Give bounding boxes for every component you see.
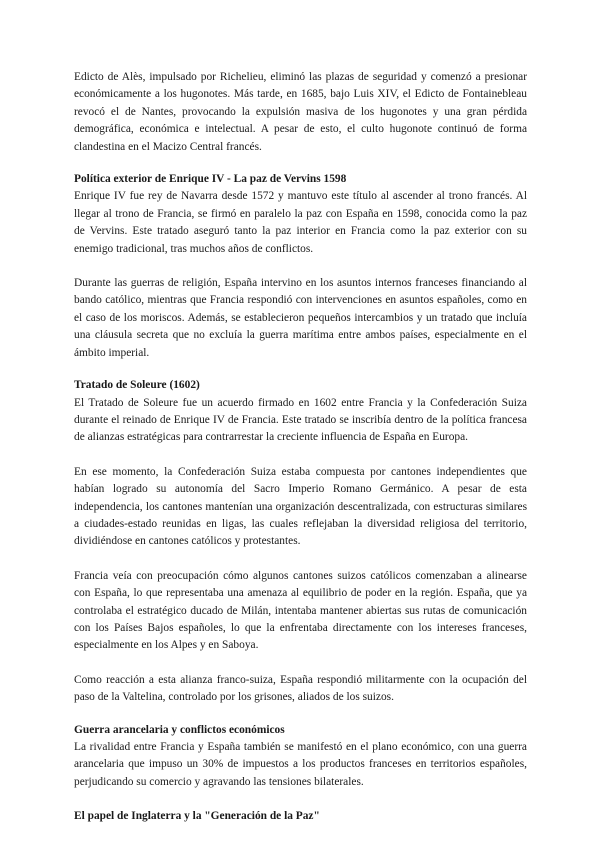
soleure-paragraph-1: El Tratado de Soleure fue un acuerdo firmado en 1602 entre Francia y la Confederación Suiza durante el reinado de Enrique IV de Francia. Este tratado se inscribía dentro de la política francesa de alianzas estratégicas para contrarrestar la creciente influencia de España en Europa. — [74, 396, 527, 444]
soleure-paragraph-4: Como reacción a esta alianza franco-suiza, España respondió militarmente con la ocupación del paso de la Valtelina, controlado por los grisones, aliados de los suizos. — [74, 673, 527, 704]
vervins-paragraph-2: Durante las guerras de religión, España intervino en los asuntos internos franceses financiando al bando católico, mientras que Francia respondió con intervenciones en asuntos españoles, como en el caso de los moriscos. Además, se establecieron pequeños intercambios y un tratado que incluía una cláusula secreta que no excluía la guerra marítima entre ambos países, especialmente en el ámbito imperial. — [74, 277, 527, 359]
heading-vervins: Política exterior de Enrique IV - La paz de Vervins 1598 — [74, 173, 347, 186]
soleure-paragraph-2: En ese momento, la Confederación Suiza estaba compuesta por cantones independientes que habían logrado su autonomía del Sacro Imperio Romano Germánico. A pesar de esta independencia, los cantones mantenían una organización descentralizada, con estructuras similares a ciudades-estado reunidas en ligas, las cuales reflejaban la diversidad religiosa del territorio, dividiéndose en cantones católicos y protestantes. — [74, 465, 527, 548]
heading-guerra-arancelaria: Guerra arancelaria y conflictos económicos — [74, 723, 285, 736]
intro-paragraph: Edicto de Alès, impulsado por Richelieu, eliminó las plazas de seguridad y comenzó a presionar económicamente a los hugonotes. Más tarde, en 1685, bajo Luis XIV, el Edicto de Fontainebleau revocó el de Nantes, provocando la expulsión masiva de los hugonotes y una gran pérdida demográfica, económica e intelectual. A pesar de esto, el culto hugonote continuó de forma clandestina en el Macizo Central francés. — [74, 71, 527, 153]
vervins-paragraph-1: Enrique IV fue rey de Navarra desde 1572 y mantuvo este título al ascender al trono francés. Al llegar al trono de Francia, se firmó en paralelo la paz con España en 1598, conocida como la paz de Vervins. Este tratado aseguró tanto la paz interior en Francia como la paz exterior con su enemigo tradicional, tras muchos años de conflictos. — [74, 190, 527, 255]
heading-inglaterra: El papel de Inglaterra y la "Generación de la Paz" — [74, 810, 320, 823]
heading-soleure: Tratado de Soleure (1602) — [74, 379, 200, 392]
soleure-paragraph-3: Francia veía con preocupación cómo algunos cantones suizos católicos comenzaban a alinearse con España, lo que representaba una amenaza al equilibrio de poder en la región. España, que ya controlaba el estratégico ducado de Milán, intentaba mantener abiertas sus rutas de comunicación con los Países Bajos españoles, lo que la enfrentaba directamente con los intereses franceses, especialmente en los Alpes y en Saboya. — [74, 569, 527, 652]
arancelaria-paragraph-1: La rivalidad entre Francia y España también se manifestó en el plano económico, con una guerra arancelaria que impuso un 30% de impuestos a los productos franceses en territorios españoles, perjudicando su comercio y agravando las tensiones bilaterales. — [74, 741, 527, 788]
